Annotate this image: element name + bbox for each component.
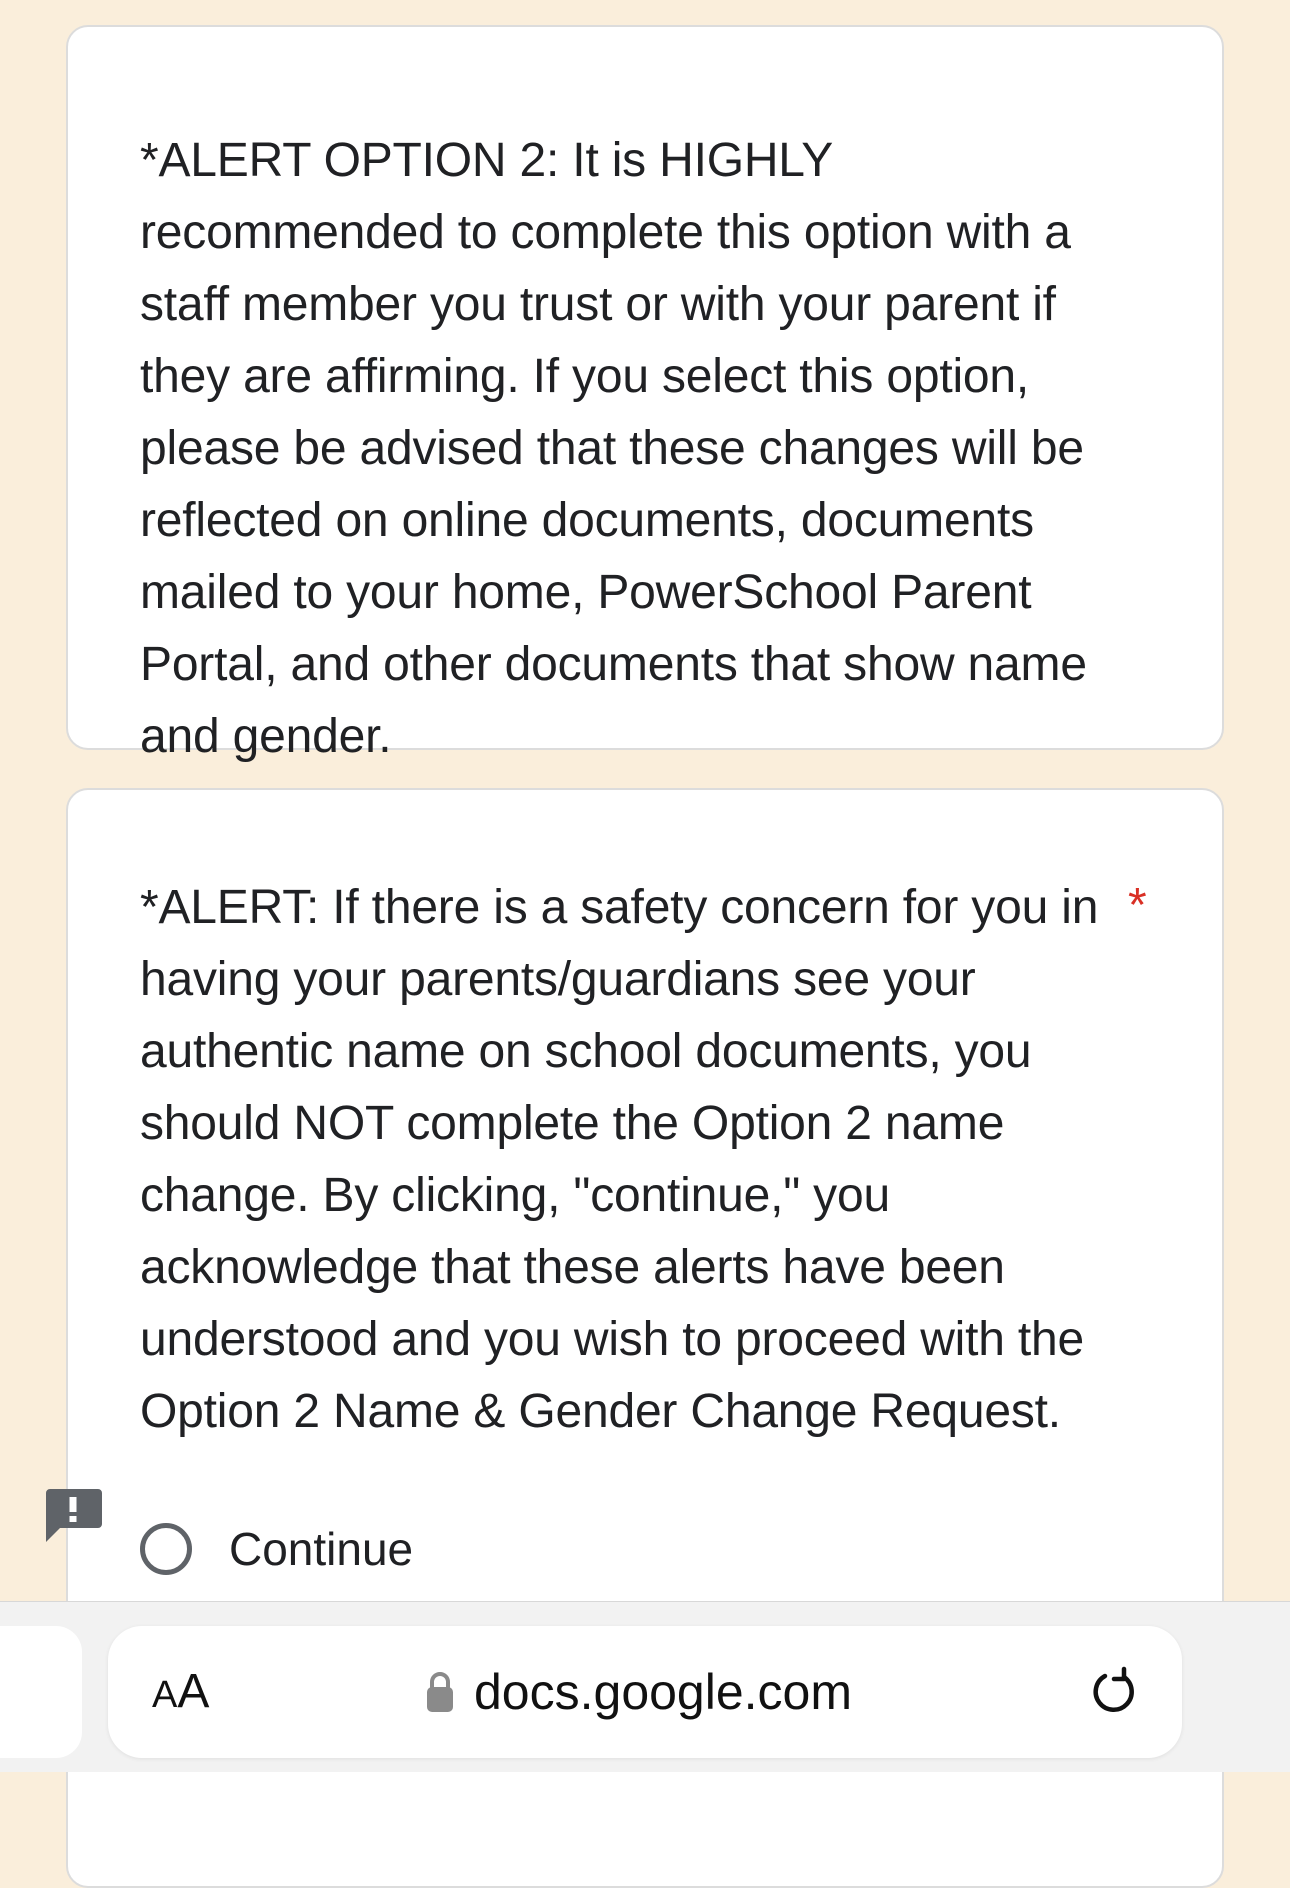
alert-option2-text: *ALERT OPTION 2: It is HIGHLY recommended to complete this option with a staff member you trust or with your parent if they are affirming. If you select this option, please be advised that these changes will be reflected on online documents, documents mailed to your home, PowerSchool Parent Portal, and other documents that show name and gender.	[140, 134, 1087, 763]
continue-option[interactable]	[140, 1519, 413, 1579]
url-display[interactable]	[426, 1656, 852, 1728]
url-text: docs.google.com	[474, 1664, 853, 1720]
required-indicator: *	[1128, 879, 1147, 932]
continue-radio[interactable]	[140, 1523, 192, 1575]
continue-label[interactable]: Continue	[229, 1523, 414, 1575]
lock-icon	[426, 1670, 454, 1714]
browser-toolbar	[0, 1601, 1290, 1772]
aa-small: A	[152, 1674, 178, 1716]
aa-large: A	[177, 1665, 210, 1718]
previous-tab-stub[interactable]	[0, 1626, 82, 1758]
address-bar[interactable]	[108, 1626, 1182, 1758]
text-size-button[interactable]	[152, 1660, 209, 1724]
reload-icon[interactable]	[1088, 1664, 1144, 1720]
alert-question-text: *ALERT: If there is a safety concern for you in having your parents/guardians see your authentic name on school documents, you should NOT complete the Option 2 name change. By clicking, "continue," you acknowledge that these alerts have been understood and you wish to proceed with the Option 2 Name & Gender Change Request.	[140, 881, 1099, 1438]
feedback-icon[interactable]	[42, 1486, 104, 1548]
alert-option2-card	[66, 25, 1224, 763]
